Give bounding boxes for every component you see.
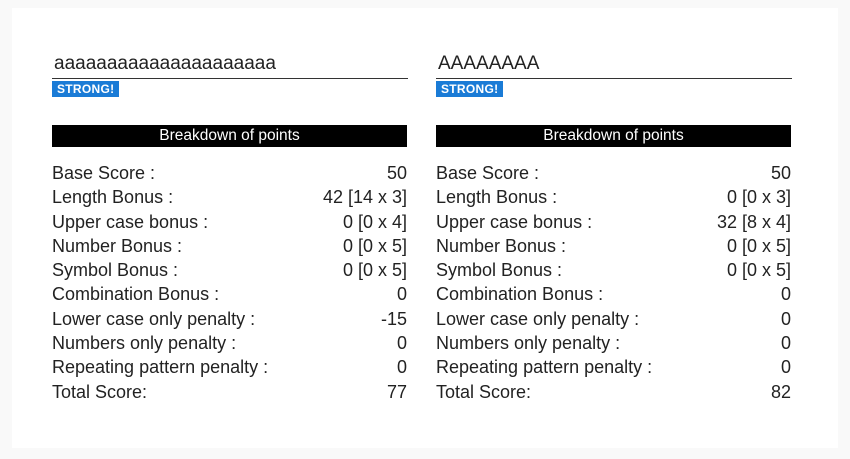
breakdown-header: Breakdown of points xyxy=(52,125,407,147)
row-base-score xyxy=(436,161,791,185)
page-frame xyxy=(12,8,838,448)
row-symbol-bonus xyxy=(436,258,791,282)
strength-badge: STRONG! xyxy=(436,81,503,97)
row-label: Lower case only penalty : xyxy=(52,308,256,329)
row-length-bonus xyxy=(436,185,791,209)
password-input[interactable] xyxy=(52,49,408,79)
row-base-score xyxy=(52,161,407,185)
row-label: Repeating pattern penalty : xyxy=(52,357,269,378)
row-label: Combination Bonus : xyxy=(52,284,220,305)
score-breakdown-list xyxy=(52,161,407,404)
row-combination-bonus xyxy=(436,282,791,306)
row-total-score xyxy=(436,380,791,404)
row-label: Symbol Bonus : xyxy=(436,260,563,281)
row-value: 42 [14 x 3] xyxy=(322,187,407,208)
row-value: 50 xyxy=(386,163,407,183)
row-label: Numbers only penalty : xyxy=(436,333,621,354)
row-label: Lower case only penalty : xyxy=(436,308,640,329)
row-value: 0 xyxy=(780,357,791,378)
row-value: -15 xyxy=(380,308,407,329)
row-numbers-only-penalty xyxy=(52,331,407,355)
row-number-bonus xyxy=(52,234,407,258)
row-repeating-pattern-penalty xyxy=(436,355,791,379)
row-value: 0 xyxy=(780,308,791,329)
row-value: 0 xyxy=(780,333,791,354)
password-panel-left xyxy=(52,8,407,404)
row-label: Symbol Bonus : xyxy=(52,260,179,281)
row-label: Repeating pattern penalty : xyxy=(436,357,653,378)
row-label: Base Score : xyxy=(436,163,540,183)
row-value: 0 xyxy=(780,284,791,305)
row-label: Number Bonus : xyxy=(52,235,183,256)
row-value: 0 xyxy=(396,333,407,354)
row-label: Base Score : xyxy=(52,163,156,183)
row-value: 0 [0 x 4] xyxy=(342,211,407,232)
breakdown-header: Breakdown of points xyxy=(436,125,791,147)
password-panel-right xyxy=(436,8,791,404)
row-label: Combination Bonus : xyxy=(436,284,604,305)
row-label: Length Bonus : xyxy=(52,187,174,208)
row-value: 0 [0 x 5] xyxy=(342,260,407,281)
row-value: 32 [8 x 4] xyxy=(716,211,791,232)
row-value: 0 [0 x 5] xyxy=(342,235,407,256)
strength-badge: STRONG! xyxy=(52,81,119,97)
row-value: 0 [0 x 5] xyxy=(726,235,791,256)
row-label: Upper case bonus : xyxy=(52,211,209,232)
row-value: 0 [0 x 3] xyxy=(726,187,791,208)
row-label: Total Score: xyxy=(52,381,148,402)
row-repeating-pattern-penalty xyxy=(52,355,407,379)
score-breakdown-list xyxy=(436,161,791,404)
row-lower-case-only-penalty xyxy=(436,307,791,331)
row-number-bonus xyxy=(436,234,791,258)
row-label: Numbers only penalty : xyxy=(52,333,237,354)
row-lower-case-only-penalty xyxy=(52,307,407,331)
row-label: Number Bonus : xyxy=(436,235,567,256)
row-value: 82 xyxy=(770,381,791,402)
row-combination-bonus xyxy=(52,282,407,306)
row-upper-case-bonus xyxy=(436,210,791,234)
row-total-score xyxy=(52,380,407,404)
password-input[interactable] xyxy=(436,49,792,79)
row-symbol-bonus xyxy=(52,258,407,282)
row-label: Upper case bonus : xyxy=(436,211,593,232)
row-value: 50 xyxy=(770,163,791,183)
row-label: Length Bonus : xyxy=(436,187,558,208)
row-length-bonus xyxy=(52,185,407,209)
row-value: 0 xyxy=(396,357,407,378)
row-value: 0 xyxy=(396,284,407,305)
row-value: 77 xyxy=(386,381,407,402)
row-value: 0 [0 x 5] xyxy=(726,260,791,281)
row-numbers-only-penalty xyxy=(436,331,791,355)
row-upper-case-bonus xyxy=(52,210,407,234)
row-label: Total Score: xyxy=(436,381,532,402)
